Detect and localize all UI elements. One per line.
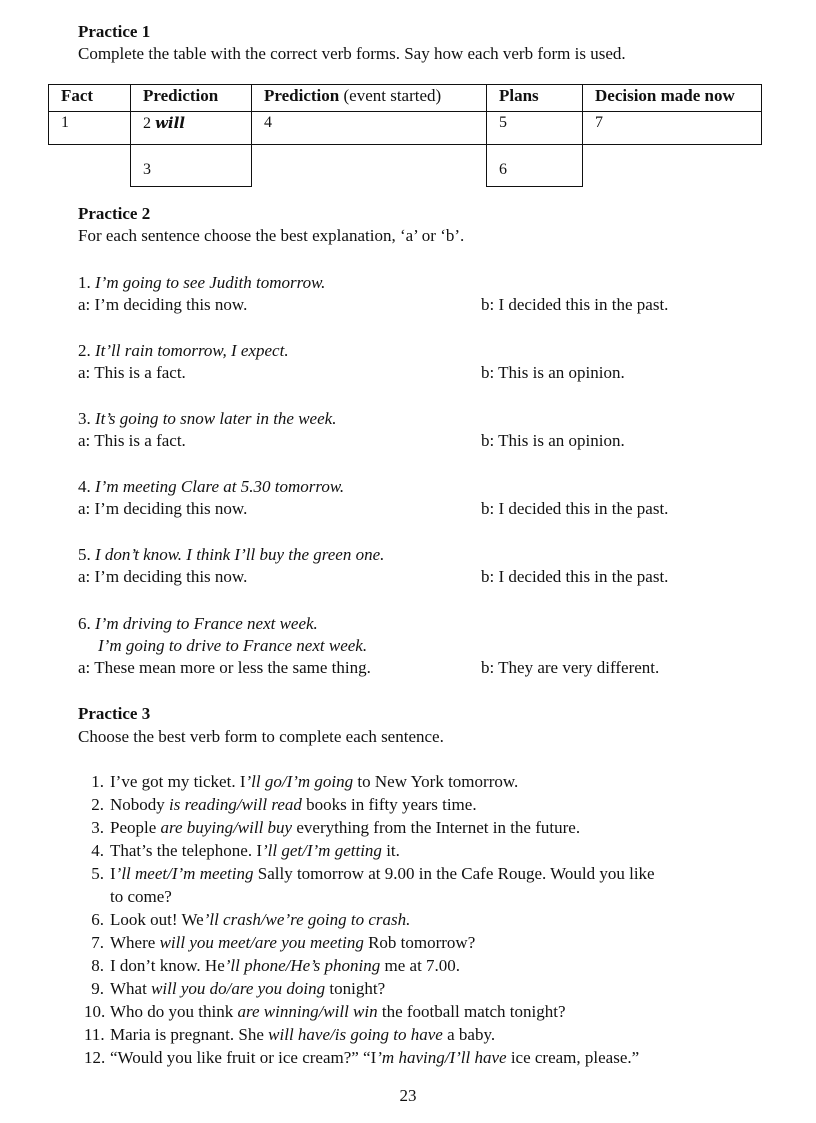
option-b[interactable]: b: This is an opinion. [481, 363, 625, 382]
item-number: 11. [84, 1025, 105, 1044]
sentence [78, 614, 318, 634]
practice-3-item [84, 979, 385, 999]
item-text-after: it. [381, 841, 400, 860]
header-prediction-label: Prediction [143, 86, 219, 105]
sentence-text: I’m going to see Judith tomorrow. [95, 273, 326, 292]
item-number: 4. [78, 477, 91, 496]
header-plans-label: Plans [499, 86, 539, 105]
verb-choice[interactable]: will have/is going to have [268, 1025, 443, 1044]
header-prediction-started [251, 84, 487, 112]
item-text-before: That’s the telephone. I [110, 841, 263, 860]
page-number: 23 [399, 1086, 417, 1105]
item-text-after: tonight? [325, 979, 386, 998]
verb-choice[interactable]: ’ll crash/we’re going to crash. [203, 910, 411, 929]
cell-decision-7-number: 7 [595, 114, 603, 131]
item-text-after: a baby. [442, 1025, 496, 1044]
item-text-before: Who do you think [110, 1002, 238, 1021]
item-text-before: People [110, 818, 161, 837]
item-number: 2. [91, 795, 104, 814]
item-text-after: the football match tonight? [377, 1002, 566, 1021]
cell-fact-1-number: 1 [61, 114, 69, 131]
practice-1-heading: Practice 1 [78, 22, 151, 41]
option-b[interactable]: b: I decided this in the past. [481, 295, 669, 314]
practice-3-item [84, 772, 518, 792]
cell-prediction-3[interactable] [130, 144, 252, 187]
item-text-before: I don’t know. He [110, 956, 225, 975]
header-prediction-started-bold: Prediction [264, 86, 340, 105]
sentence-text: I’m driving to France next week. [95, 614, 318, 633]
practice-3-instruction: Choose the best verb form to complete each sentence. [78, 727, 444, 746]
item-text-after: Rob tomorrow? [363, 933, 476, 952]
sentence-second-line: I’m going to drive to France next week. [98, 636, 368, 655]
cell-decision-7[interactable] [582, 111, 762, 145]
option-a[interactable]: a: I’m deciding this now. [78, 295, 248, 314]
option-b[interactable]: b: They are very different. [481, 658, 660, 677]
cell-prediction-2[interactable] [130, 111, 252, 145]
sentence [78, 409, 336, 429]
practice-2-instruction: For each sentence choose the best explanation, ‘a’ or ‘b’. [78, 226, 465, 245]
cell-prediction-started-4[interactable] [251, 111, 487, 145]
verb-choice[interactable]: are winning/will win [237, 1002, 378, 1021]
item-text-before: What [110, 979, 152, 998]
item-number: 4. [91, 841, 104, 860]
item-number: 5. [78, 545, 91, 564]
verb-choice[interactable]: ’ll go/I’m going [245, 772, 354, 791]
verb-choice[interactable]: is reading/will read [169, 795, 302, 814]
practice-3-item [84, 1048, 639, 1068]
practice-3-item [84, 795, 477, 815]
item-number: 6. [78, 614, 91, 633]
sentence-text: I don’t know. I think I’ll buy the green one. [95, 545, 385, 564]
cell-plans-6[interactable] [486, 144, 583, 187]
cell-prediction-3-number: 3 [143, 161, 151, 178]
option-b[interactable]: b: I decided this in the past. [481, 567, 669, 586]
practice-3-item [84, 933, 475, 953]
option-a[interactable]: a: These mean more or less the same thing. [78, 658, 371, 677]
header-prediction-started-rest: (event started) [339, 86, 442, 105]
item-text-before: I [110, 864, 116, 883]
verb-choice[interactable]: ’ll get/I’m getting [262, 841, 382, 860]
sentence-text: It’ll rain tomorrow, I expect. [95, 341, 289, 360]
sentence-text: It’s going to snow later in the week. [95, 409, 337, 428]
item-number: 10. [84, 1002, 106, 1021]
sentence [78, 477, 344, 497]
header-decision-label: Decision made now [595, 86, 735, 105]
header-decision [582, 84, 762, 112]
item-text-after: books in fifty years time. [301, 795, 477, 814]
practice-3-item [84, 841, 400, 861]
item-number: 3. [78, 409, 91, 428]
header-fact-label: Fact [61, 86, 94, 105]
option-a[interactable]: a: I’m deciding this now. [78, 567, 248, 586]
item-number: 3. [91, 818, 104, 837]
item-text-before: “Would you like fruit or ice cream?” “I [110, 1048, 377, 1067]
handwritten-answer-will: will [155, 114, 186, 132]
option-a[interactable]: a: This is a fact. [78, 363, 186, 382]
option-b[interactable]: b: This is an opinion. [481, 431, 625, 450]
cell-prediction-started-4-number: 4 [264, 114, 272, 131]
item-number: 5. [91, 864, 104, 883]
sentence [78, 545, 384, 565]
verb-choice[interactable]: ’m having/I’ll have [376, 1048, 507, 1067]
item-text-before: I’ve got my ticket. I [110, 772, 246, 791]
item-number: 7. [91, 933, 104, 952]
practice-3-item [84, 910, 410, 930]
sentence-text: I’m meeting Clare at 5.30 tomorrow. [95, 477, 345, 496]
verb-choice[interactable]: will you meet/are you meeting [159, 933, 364, 952]
cell-fact-1[interactable] [48, 111, 131, 145]
practice-3-heading: Practice 3 [78, 704, 151, 723]
sentence [78, 273, 325, 293]
option-a[interactable]: a: This is a fact. [78, 431, 186, 450]
item-number: 1. [78, 273, 91, 292]
item-number: 9. [91, 979, 104, 998]
item-text-before: Nobody [110, 795, 170, 814]
item-text-before: Look out! We [110, 910, 204, 929]
cell-prediction-2-number: 2 [143, 115, 151, 132]
header-prediction [130, 84, 252, 112]
item-text-after: Sally tomorrow at 9.00 in the Cafe Rouge. Would you like [253, 864, 655, 883]
practice-3-item [84, 956, 460, 976]
option-b[interactable]: b: I decided this in the past. [481, 499, 669, 518]
cell-plans-5[interactable] [486, 111, 583, 145]
verb-choice[interactable]: ’ll meet/I’m meeting [115, 864, 254, 883]
option-a[interactable]: a: I’m deciding this now. [78, 499, 248, 518]
verb-choice[interactable]: will you do/are you doing [151, 979, 326, 998]
verb-choice[interactable]: ’ll phone/He’s phoning [224, 956, 381, 975]
item-number: 2. [78, 341, 91, 360]
header-fact [48, 84, 131, 112]
item-number: 8. [91, 956, 104, 975]
item-number: 12. [84, 1048, 106, 1067]
practice-2-heading: Practice 2 [78, 204, 151, 223]
item-text-after: me at 7.00. [380, 956, 461, 975]
practice-3-item [84, 1025, 495, 1045]
item-number: 1. [91, 772, 104, 791]
cell-plans-6-number: 6 [499, 161, 507, 178]
item-text-after: to New York tomorrow. [353, 772, 519, 791]
item-number: 6. [91, 910, 104, 929]
practice-1-instruction: Complete the table with the correct verb forms. Say how each verb form is used. [78, 44, 626, 63]
item-text-before: Maria is pregnant. She [110, 1025, 269, 1044]
verb-choice[interactable]: are buying/will buy [160, 818, 293, 837]
item-text-after: everything from the Internet in the future. [292, 818, 581, 837]
item-text-before: Where [110, 933, 160, 952]
practice-3-item [84, 864, 655, 884]
practice-3-item [84, 1002, 566, 1022]
practice-3-item [84, 818, 580, 838]
item-text-after: ice cream, please.” [506, 1048, 640, 1067]
practice-3-item-continuation: to come? [110, 887, 172, 906]
header-plans [486, 84, 583, 112]
sentence [78, 341, 289, 361]
cell-plans-5-number: 5 [499, 114, 507, 131]
